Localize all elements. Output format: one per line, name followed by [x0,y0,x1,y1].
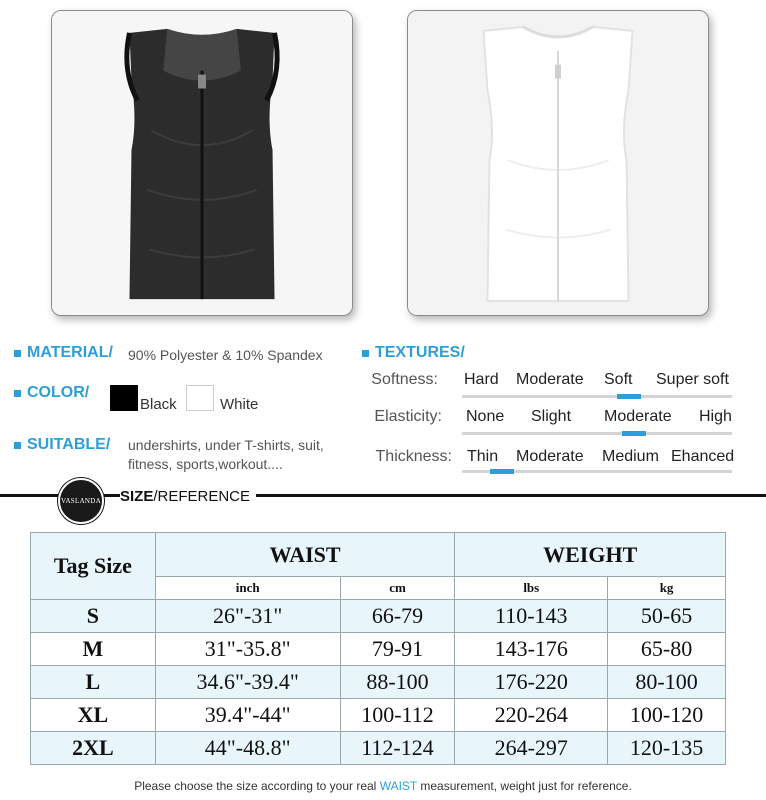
waist-cm-cell: 100-112 [340,699,455,732]
thickness-option-ehanced: Ehanced [671,448,735,465]
waist-inch-cell: 39.4"-44" [155,699,340,732]
thickness-option-thin: Thin [467,448,499,465]
unit-kg: kg [608,577,726,600]
softness-option-super-soft: Super soft [656,371,729,388]
color-option-white[interactable]: White [220,396,259,413]
table-row [31,633,726,666]
elasticity-option-high: High [699,408,732,425]
bullet-icon [14,442,21,449]
tag-size-cell: 2XL [31,732,156,765]
elasticity-scale-track [462,432,732,435]
waist-inch-cell: 26"-31" [155,600,340,633]
waist-header: WAIST [155,533,455,577]
tag-size-cell: S [31,600,156,633]
thickness-scale-marker [490,469,514,474]
unit-inch: inch [155,577,340,600]
bullet-icon [362,350,369,357]
weight-lbs-cell: 264-297 [455,732,608,765]
table-row [31,600,726,633]
color-swatch-black[interactable] [110,385,138,411]
waist-inch-cell: 44"-48.8" [155,732,340,765]
section-divider [0,494,766,497]
product-image-white-vest [407,10,709,316]
bullet-icon [14,350,21,357]
size-reference-title: SIZE/REFERENCE [120,488,256,505]
softness-label: Softness: [371,371,438,388]
thickness-option-moderate: Moderate [516,448,584,465]
color-label: COLOR/ [14,384,89,402]
table-row [31,699,726,732]
textures-label: TEXTURES/ [362,344,465,362]
brand-logo: VASLANDA [58,478,104,524]
waist-cm-cell: 66-79 [340,600,455,633]
weight-lbs-cell: 220-264 [455,699,608,732]
elasticity-option-none: None [466,408,505,425]
unit-lbs: lbs [455,577,608,600]
tag-size-cell: L [31,666,156,699]
weight-kg-cell: 80-100 [608,666,726,699]
elasticity-scale-marker [622,431,646,436]
unit-cm: cm [340,577,455,600]
black-vest-illustration [52,11,352,315]
table-row [31,732,726,765]
tag-size-header: Tag Size [31,533,156,600]
waist-cm-cell: 112-124 [340,732,455,765]
suitable-value-line2: fitness, sports,workout.... [128,456,283,472]
tag-size-cell: XL [31,699,156,732]
color-option-black[interactable]: Black [140,396,177,413]
white-vest-illustration [408,11,708,315]
waist-cm-cell: 79-91 [340,633,455,666]
softness-option-moderate: Moderate [516,371,584,388]
softness-scale-marker [617,394,641,399]
thickness-option-medium: Medium [602,448,659,465]
material-value: 90% Polyester & 10% Spandex [128,347,323,363]
thickness-label: Thickness: [375,448,452,465]
weight-kg-cell: 100-120 [608,699,726,732]
weight-lbs-cell: 176-220 [455,666,608,699]
bullet-icon [14,390,21,397]
size-footnote: Please choose the size according to your real WAIST measurement, weight just for reference. [134,779,632,793]
waist-inch-cell: 34.6"-39.4" [155,666,340,699]
color-swatch-white[interactable] [186,385,214,411]
material-label: MATERIAL/ [14,344,113,362]
weight-header: WEIGHT [455,533,726,577]
elasticity-option-slight: Slight [531,408,572,425]
weight-kg-cell: 65-80 [608,633,726,666]
suitable-value-line1: undershirts, under T-shirts, suit, [128,437,324,453]
suitable-label: SUITABLE/ [14,436,110,454]
table-row [31,666,726,699]
softness-option-hard: Hard [464,371,499,388]
tag-size-cell: M [31,633,156,666]
weight-lbs-cell: 110-143 [455,600,608,633]
product-image-black-vest [51,10,353,316]
size-chart-table [30,532,726,765]
elasticity-label: Elasticity: [374,408,442,425]
weight-kg-cell: 120-135 [608,732,726,765]
elasticity-option-moderate: Moderate [604,408,672,425]
weight-lbs-cell: 143-176 [455,633,608,666]
weight-kg-cell: 50-65 [608,600,726,633]
waist-inch-cell: 31"-35.8" [155,633,340,666]
softness-scale-track [462,395,732,398]
softness-option-soft: Soft [604,371,633,388]
waist-cm-cell: 88-100 [340,666,455,699]
